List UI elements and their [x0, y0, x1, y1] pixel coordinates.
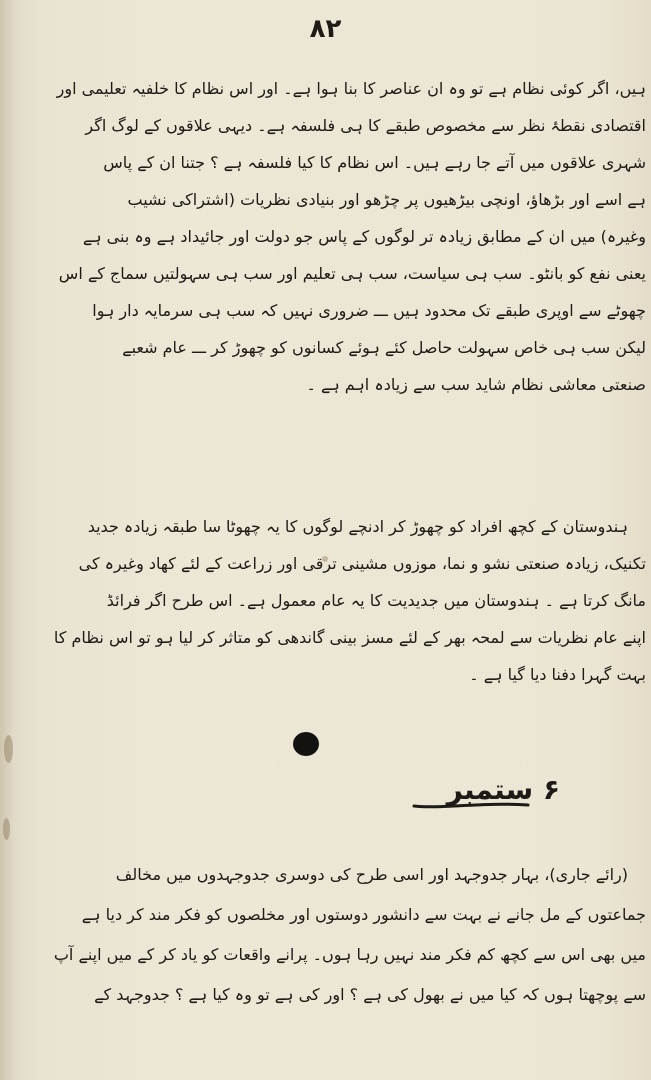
text-line: چھوٹے سے اوپری طبقے تک محدود ہیں ـــ ضروری نہیں کہ سب ہی سرمایہ دار ہوا — [92, 301, 646, 320]
text-line: تکنیک، زیادہ صنعتی نشو و نما، موزوں مشینی ترقی اور زراعت کے لئے کھاد وغیرہ کی — [78, 554, 646, 573]
text-line: ہیں، اگر کوئی نظام ہے تو وہ ان عناصر کا بنا ہوا ہے۔ اور اس نظام کا خلفیہ تعلیمی اور — [56, 79, 646, 98]
ink-stain — [4, 735, 13, 763]
text-line: ہے اسے اور بڑھاؤ، اونچی بیڑھیوں پر چڑھو اور بنیادی نظریات (اشتراکی نشیب — [127, 190, 646, 209]
text-line: سے پوچھتا ہوں کہ کیا میں نے بھول کی ہے ؟ اور کی ہے تو وہ کیا ہے ؟ جدوجہد کے — [94, 985, 646, 1004]
text-line: شہری علاقوں میں آتے جا رہے ہیں۔ اس نظام کا کیا فلسفہ ہے ؟ جتنا ان کے پاس — [103, 153, 646, 172]
text-line: اپنے عام نظریات سے لمحہ بھر کے لئے مسز بینی گاندھی کو متاثر کر لیا ہو تو اس نظام کا — [53, 628, 646, 647]
text-line: (رائے جاری)، بہار جدوجہد اور اسی طرح کی دوسری جدوجہدوں میں مخالف — [115, 865, 628, 884]
text-line: میں بھی اس سے کچھ کم فکر مند نہیں رہا ہوں۔ پرانے واقعات کو یاد کر کے میں اپنے آپ — [53, 945, 646, 964]
paragraph-3 — [10, 855, 646, 1015]
text-line: اقتصادی نقطۂ نظر سے مخصوص طبقے کا ہی فلسفہ ہے۔ دیہی علاقوں کے لوگ اگر — [85, 116, 646, 135]
page-number: ۸۲ — [309, 14, 342, 44]
text-line: لیکن سب ہی خاص سہولت حاصل کئے ہوئے کسانوں کو چھوڑ کر ـــ عام شعبے — [122, 338, 646, 357]
text-line: مانگ کرتا ہے ۔ ہندوستان میں جدیدیت کا یہ عام معمول ہے۔ اس طرح اگر فرائڈ — [106, 591, 646, 610]
section-separator-dot — [293, 732, 319, 756]
date-heading: ۶ ستمبر — [446, 773, 560, 806]
text-line: ہندوستان کے کچھ افراد کو چھوڑ کر ادنچے لوگوں کا یہ چھوٹا سا طبقہ زیادہ جدید — [87, 517, 628, 536]
text-line: بہت گہرا دفنا دیا گیا ہے ۔ — [469, 665, 646, 684]
text-line: یعنی نفع کو بانٹو۔ سب ہی سیاست، سب ہی تعلیم اور سب ہی سہولتیں سماج کے اس — [58, 264, 646, 283]
heading-underline-swash — [412, 800, 530, 810]
paragraph-2 — [10, 508, 646, 693]
text-line: وغیرہ) میں ان کے مطابق زیادہ تر لوگوں کے پاس جو دولت اور جائیداد ہے وہ بنی ہے — [82, 227, 646, 246]
text-line: صنعتی معاشی نظام شاید سب سے زیادہ اہم ہے ۔ — [306, 375, 646, 394]
ink-stain — [3, 818, 10, 840]
paragraph-1 — [10, 70, 646, 403]
text-line: جماعتوں کے مل جانے نے بہت سے دانشور دوستوں اور مخلصوں کو فکر مند کر دیا ہے — [81, 905, 646, 924]
